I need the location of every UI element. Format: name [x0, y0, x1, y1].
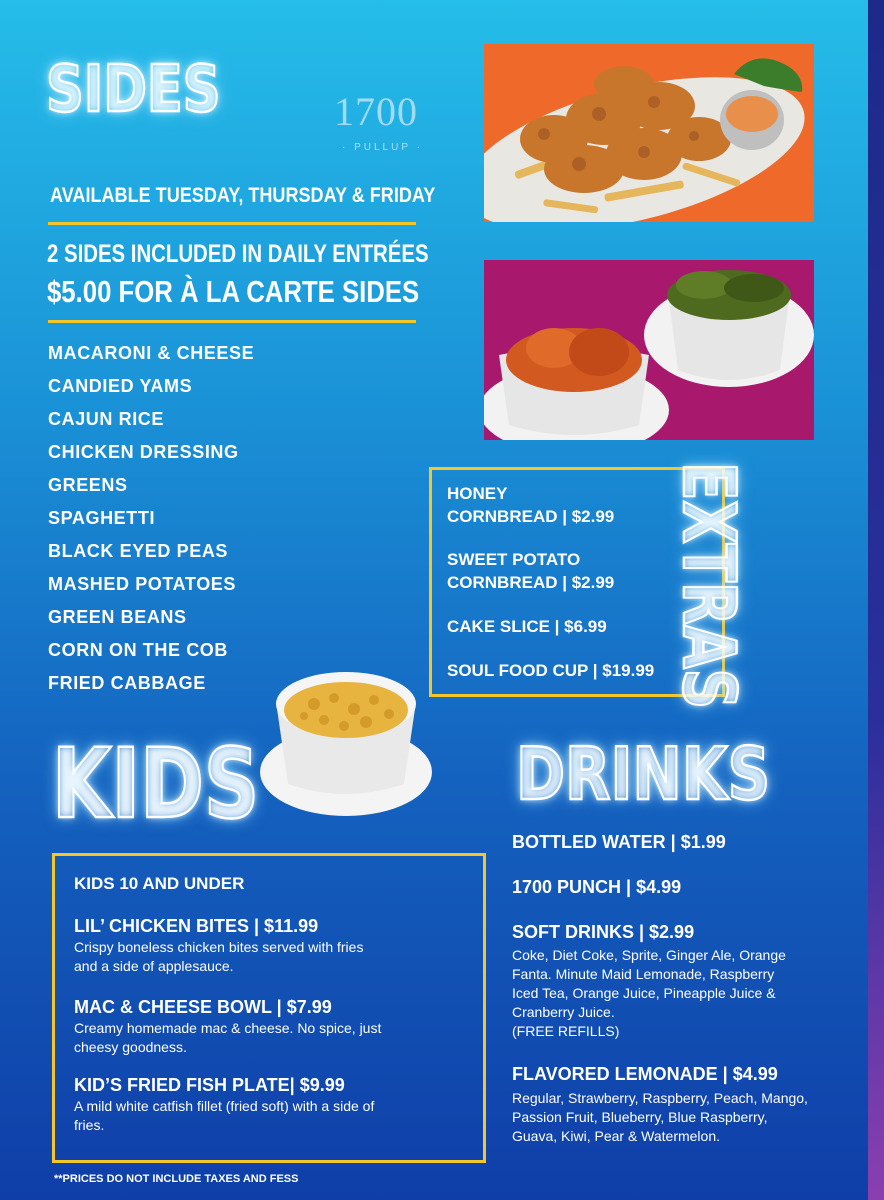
side-item: SPAGHETTI	[48, 508, 156, 528]
kids-title: KIDS	[52, 728, 260, 840]
kids-item-desc: cheesy goodness.	[74, 1039, 187, 1055]
drinks-title: DRINKS	[516, 732, 771, 816]
kids-item-desc: A mild white catfish fillet (fried soft) with a side of	[74, 1098, 375, 1114]
mac-and-cheese-photo	[254, 664, 434, 820]
extras-item-name: SWEET POTATO	[447, 550, 581, 569]
drink-desc: Coke, Diet Coke, Sprite, Ginger Ale, Orange	[512, 947, 786, 963]
sides-included: 2 SIDES INCLUDED IN DAILY ENTRÉES	[47, 240, 429, 268]
drink-desc: Cranberry Juice.	[512, 1004, 615, 1020]
side-item: BLACK EYED PEAS	[48, 541, 229, 561]
logo	[330, 86, 454, 156]
side-item: GREEN BEANS	[48, 607, 187, 627]
kids-item-desc: Crispy boneless chicken bites served with fries	[74, 939, 364, 955]
edge-strip	[868, 0, 884, 1200]
fried-chicken-fries-photo	[484, 44, 814, 222]
rule-bottom	[48, 320, 416, 323]
sides-title: SIDES	[46, 53, 221, 127]
extras-item-name: CORNBREAD | $2.99	[447, 573, 615, 592]
extras-item-name: CAKE SLICE | $6.99	[447, 617, 607, 636]
kids-subtitle: KIDS 10 AND UNDER	[74, 874, 245, 893]
side-item: GREENS	[48, 475, 128, 495]
drink-desc: Passion Fruit, Blueberry, Blue Raspberry,	[512, 1109, 768, 1125]
drink-desc: Regular, Strawberry, Raspberry, Peach, Mango,	[512, 1090, 808, 1106]
kids-item-desc: and a side of applesauce.	[74, 958, 234, 974]
drink-item: SOFT DRINKS | $2.99	[512, 922, 695, 942]
side-item: CANDIED YAMS	[48, 376, 193, 396]
side-item: CHICKEN DRESSING	[48, 442, 239, 462]
kids-item-desc: Creamy homemade mac & cheese. No spice, just	[74, 1020, 382, 1036]
drink-desc: Guava, Kiwi, Pear & Watermelon.	[512, 1128, 721, 1144]
side-item: CAJUN RICE	[48, 409, 165, 429]
extras-item-name: SOUL FOOD CUP | $19.99	[447, 661, 655, 680]
side-item: MASHED POTATOES	[48, 574, 237, 594]
extras-title: EXTRAS	[667, 462, 751, 710]
sides-price: $5.00 FOR À LA CARTE SIDES	[47, 274, 420, 309]
extras-item-name: HONEY	[447, 484, 508, 503]
extras-item-name: CORNBREAD | $2.99	[447, 507, 615, 526]
yams-greens-photo	[484, 260, 814, 440]
drink-item: FLAVORED LEMONADE | $4.99	[512, 1064, 778, 1084]
side-item: CORN ON THE COB	[48, 640, 228, 660]
footer-note: **PRICES DO NOT INCLUDE TAXES AND FESS	[54, 1173, 299, 1185]
side-item: FRIED CABBAGE	[48, 673, 206, 693]
kids-item-name: KID’S FRIED FISH PLATE| $9.99	[74, 1075, 345, 1095]
logo-number: 1700	[334, 89, 418, 134]
drink-desc: Iced Tea, Orange Juice, Pineapple Juice &	[512, 985, 776, 1001]
sides-availability: AVAILABLE TUESDAY, THURSDAY & FRIDAY	[50, 184, 436, 207]
drink-desc: (FREE REFILLS)	[512, 1023, 620, 1039]
drink-item: 1700 PUNCH | $4.99	[512, 877, 682, 897]
side-item: MACARONI & CHEESE	[48, 343, 255, 363]
kids-item-name: MAC & CHEESE BOWL | $7.99	[74, 997, 332, 1017]
rule-top	[48, 222, 416, 225]
kids-item-name: LIL’ CHICKEN BITES | $11.99	[74, 916, 319, 936]
logo-subtitle: · PULLUP ·	[342, 142, 423, 153]
drink-item: BOTTLED WATER | $1.99	[512, 832, 726, 852]
kids-item-desc: fries.	[74, 1117, 105, 1133]
drink-desc: Fanta. Minute Maid Lemonade, Raspberry	[512, 966, 775, 982]
